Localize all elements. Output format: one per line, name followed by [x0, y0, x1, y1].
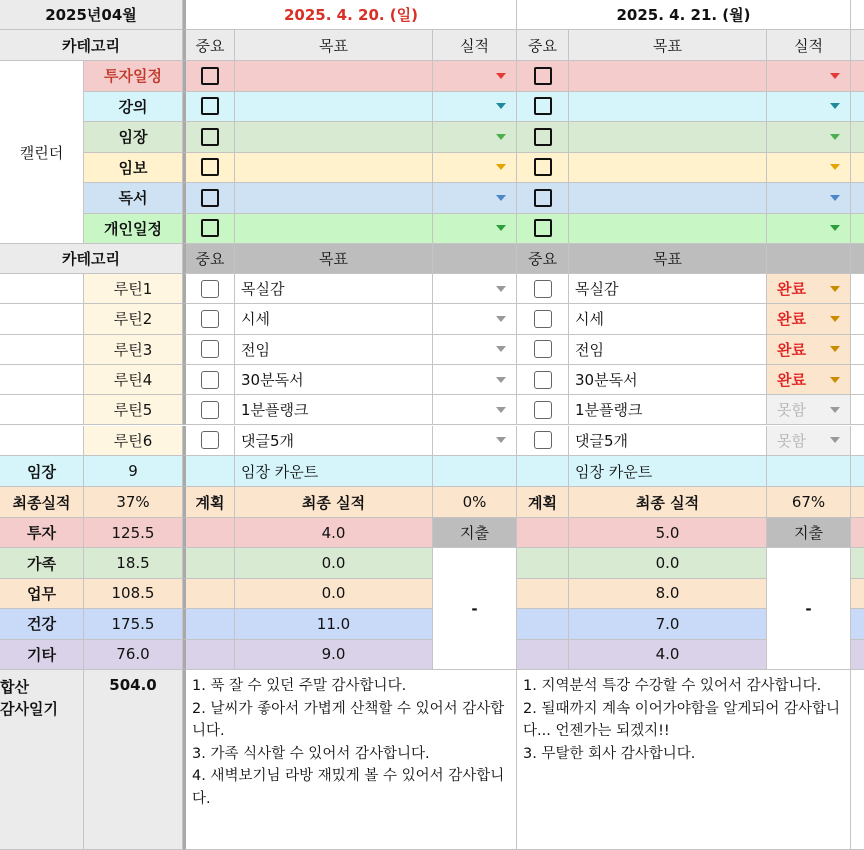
dropdown-arrow-icon[interactable]	[496, 103, 506, 109]
diary-line: 3. 가족 식사할 수 있어서 감사합니다.	[192, 745, 430, 762]
importance-checkbox[interactable]	[201, 128, 219, 146]
routine-header-result	[767, 244, 851, 274]
next-column-cell	[851, 426, 864, 456]
dropdown-arrow-icon[interactable]	[496, 134, 506, 140]
day2-final-percent: 67%	[767, 487, 851, 518]
calendar-goal-cell[interactable]	[569, 92, 767, 123]
imjang-count-label: 임장 카운트	[569, 456, 767, 487]
routine-importance-cell[interactable]	[517, 304, 569, 334]
routine-header-result	[433, 244, 517, 274]
routine-header-importance: 중요	[517, 244, 569, 274]
calendar-result-dropdown[interactable]	[433, 92, 517, 123]
importance-checkbox[interactable]	[201, 97, 219, 115]
finance-day-value[interactable]: 0.0	[235, 548, 433, 578]
routine-importance-cell[interactable]	[517, 335, 569, 365]
finance-total: 108.5	[84, 579, 183, 609]
importance-checkbox[interactable]	[534, 310, 552, 328]
dropdown-arrow-icon[interactable]	[496, 316, 506, 322]
routine-result-dropdown[interactable]	[433, 395, 517, 425]
routine-result-dropdown[interactable]	[433, 304, 517, 334]
dropdown-arrow-icon[interactable]	[496, 377, 506, 383]
routine-header-goal: 목표	[569, 244, 767, 274]
importance-checkbox[interactable]	[534, 371, 552, 389]
finance-plan-cell[interactable]	[183, 640, 235, 670]
calendar-importance-cell[interactable]	[517, 214, 569, 245]
finance-category-label: 건강	[0, 609, 84, 639]
next-column-cell	[851, 214, 864, 245]
finance-total: 76.0	[84, 640, 183, 670]
routine-goal[interactable]: 30분독서	[235, 365, 433, 395]
dropdown-arrow-icon[interactable]	[830, 73, 840, 79]
finance-day-value[interactable]: 11.0	[235, 609, 433, 639]
calendar-result-dropdown[interactable]	[433, 214, 517, 245]
calendar-result-dropdown[interactable]	[433, 61, 517, 92]
next-column-cell	[851, 365, 864, 395]
routine-label: 루틴2	[84, 304, 183, 334]
next-column-cell	[851, 487, 864, 518]
diary-label: 감사일기	[0, 700, 58, 718]
dropdown-arrow-icon[interactable]	[830, 346, 840, 352]
routine-blank-cell	[0, 426, 84, 456]
next-column-cell	[851, 456, 864, 487]
calendar-importance-cell[interactable]	[517, 183, 569, 214]
routine-goal[interactable]: 1분플랭크	[569, 395, 767, 425]
calendar-importance-cell[interactable]	[183, 92, 235, 123]
routine-importance-cell[interactable]	[183, 426, 235, 456]
column-header-col_importance: 중요	[183, 30, 235, 61]
dropdown-arrow-icon[interactable]	[830, 103, 840, 109]
routine-status-dropdown[interactable]: 완료	[767, 274, 851, 304]
finance-category-label: 투자	[0, 518, 84, 548]
routine-goal[interactable]: 댓글5개	[235, 426, 433, 456]
next-column-cell	[851, 609, 864, 639]
calendar-importance-cell[interactable]	[517, 153, 569, 184]
calendar-result-dropdown[interactable]	[767, 183, 851, 214]
next-column-cell	[851, 153, 864, 184]
routine-goal[interactable]: 전임	[569, 335, 767, 365]
routine-goal[interactable]: 전임	[235, 335, 433, 365]
diary-line: 2. 될때까지 계속 이어가야함을 알게되어 감사합니다... 언젠가는 되겠지!!	[523, 700, 841, 739]
importance-checkbox[interactable]	[201, 189, 219, 207]
finance-plan-cell[interactable]	[517, 518, 569, 548]
routine-goal[interactable]: 1분플랭크	[235, 395, 433, 425]
finance-plan-cell[interactable]	[183, 579, 235, 609]
calendar-goal-cell[interactable]	[235, 122, 433, 153]
routine-result-dropdown[interactable]	[433, 426, 517, 456]
routine-blank-cell	[0, 335, 84, 365]
finance-plan-cell[interactable]	[517, 609, 569, 639]
final-header: 최종 실적	[569, 487, 767, 518]
calendar-result-dropdown[interactable]	[433, 122, 517, 153]
routine-result-dropdown[interactable]	[433, 365, 517, 395]
next-column-cell	[851, 304, 864, 334]
routine-importance-cell[interactable]	[183, 395, 235, 425]
routine-goal[interactable]: 댓글5개	[569, 426, 767, 456]
calendar-importance-cell[interactable]	[517, 92, 569, 123]
routine-goal[interactable]: 목실감	[235, 274, 433, 304]
sum-label: 합산	[0, 678, 29, 696]
finance-plan-cell[interactable]	[183, 548, 235, 578]
next-column-cell	[851, 395, 864, 425]
routine-importance-cell[interactable]	[183, 274, 235, 304]
gratitude-diary-day2[interactable]	[517, 670, 851, 850]
imjang-count: 9	[84, 456, 183, 487]
importance-checkbox[interactable]	[534, 280, 552, 298]
dropdown-arrow-icon[interactable]	[830, 316, 840, 322]
finance-plan-cell[interactable]	[183, 609, 235, 639]
dropdown-arrow-icon[interactable]	[496, 195, 506, 201]
routine-importance-cell[interactable]	[517, 274, 569, 304]
finance-day-value[interactable]: 7.0	[569, 609, 767, 639]
routine-importance-cell[interactable]	[183, 335, 235, 365]
column-header-col_goal: 목표	[235, 30, 433, 61]
finance-plan-cell[interactable]	[183, 518, 235, 548]
routine-status-dropdown[interactable]: 못함	[767, 395, 851, 425]
summary-label-cell	[0, 670, 84, 850]
routine-goal[interactable]: 시세	[235, 304, 433, 334]
finance-category-label: 가족	[0, 548, 84, 578]
routine-label: 루틴4	[84, 365, 183, 395]
column-header-col_importance: 중요	[517, 30, 569, 61]
routine-label: 루틴5	[84, 395, 183, 425]
calendar-result-dropdown[interactable]	[433, 153, 517, 184]
imjang-count-label: 임장 카운트	[235, 456, 433, 487]
calendar-result-dropdown[interactable]	[767, 61, 851, 92]
next-column-cell	[851, 335, 864, 365]
routine-blank-cell	[0, 395, 84, 425]
next-column-cell	[851, 274, 864, 304]
importance-checkbox[interactable]	[201, 158, 219, 176]
dropdown-arrow-icon[interactable]	[830, 437, 840, 443]
routine-result-dropdown[interactable]	[433, 335, 517, 365]
dropdown-arrow-icon[interactable]	[496, 73, 506, 79]
next-column-cell	[851, 640, 864, 670]
dropdown-arrow-icon[interactable]	[496, 346, 506, 352]
routine-status-dropdown[interactable]: 못함	[767, 426, 851, 456]
routine-category-header: 카테고리	[0, 244, 183, 274]
diary-line: 1. 푹 잘 수 있던 주말 감사합니다.	[192, 678, 407, 694]
calendar-goal-cell[interactable]	[569, 214, 767, 245]
imjang-blank	[767, 456, 851, 487]
calendar-group-label: 캘린더	[0, 61, 84, 244]
finance-plan-cell[interactable]	[517, 579, 569, 609]
plan-header: 계획	[183, 487, 235, 518]
dropdown-arrow-icon[interactable]	[496, 437, 506, 443]
dropdown-arrow-icon[interactable]	[830, 195, 840, 201]
category-header: 카테고리	[0, 30, 183, 61]
calendar-result-dropdown[interactable]	[433, 183, 517, 214]
importance-checkbox[interactable]	[201, 401, 219, 419]
importance-checkbox[interactable]	[201, 371, 219, 389]
importance-checkbox[interactable]	[534, 340, 552, 358]
importance-checkbox[interactable]	[534, 431, 552, 449]
calendar-goal-cell[interactable]	[235, 183, 433, 214]
finance-day-value[interactable]: 0.0	[569, 548, 767, 578]
next-column-cell	[851, 92, 864, 123]
diary-text	[192, 675, 510, 810]
column-header-col_result: 실적	[433, 30, 517, 61]
sum-value: 504.0	[84, 670, 183, 850]
final-result-value: 37%	[84, 487, 183, 518]
calendar-importance-cell[interactable]	[517, 122, 569, 153]
routine-blank-cell	[0, 304, 84, 334]
importance-checkbox[interactable]	[534, 158, 552, 176]
routine-status-dropdown[interactable]: 완료	[767, 335, 851, 365]
dropdown-arrow-icon[interactable]	[830, 286, 840, 292]
dropdown-arrow-icon[interactable]	[830, 377, 840, 383]
calendar-importance-cell[interactable]	[183, 214, 235, 245]
next-column-cell	[851, 670, 864, 850]
column-header-col_result: 실적	[767, 30, 851, 61]
calendar-result-dropdown[interactable]	[767, 153, 851, 184]
importance-checkbox[interactable]	[534, 189, 552, 207]
imjang-blank	[433, 456, 517, 487]
routine-header-goal: 목표	[235, 244, 433, 274]
importance-checkbox[interactable]	[201, 431, 219, 449]
final-header: 최종 실적	[235, 487, 433, 518]
expense-label: 지출	[767, 518, 851, 548]
routine-blank-cell	[0, 274, 84, 304]
calendar-goal-cell[interactable]	[235, 61, 433, 92]
routine-result-dropdown[interactable]	[433, 274, 517, 304]
calendar-importance-cell[interactable]	[183, 183, 235, 214]
importance-checkbox[interactable]	[534, 97, 552, 115]
importance-checkbox[interactable]	[201, 340, 219, 358]
routine-label: 루틴6	[84, 426, 183, 456]
calendar-goal-cell[interactable]	[235, 214, 433, 245]
routine-status-dropdown[interactable]: 완료	[767, 304, 851, 334]
dropdown-arrow-icon[interactable]	[496, 225, 506, 231]
routine-importance-cell[interactable]	[517, 395, 569, 425]
finance-day-value[interactable]: 5.0	[569, 518, 767, 548]
routine-blank-cell	[0, 365, 84, 395]
diary-line: 3. 무탈한 회사 감사합니다.	[523, 745, 696, 762]
diary-text	[523, 675, 844, 765]
finance-category-label: 기타	[0, 640, 84, 670]
routine-header-importance: 중요	[183, 244, 235, 274]
finance-day-value[interactable]: 8.0	[569, 579, 767, 609]
calendar-goal-cell[interactable]	[235, 153, 433, 184]
next-column-cell	[851, 244, 864, 274]
imjang-label: 임장	[0, 456, 84, 487]
routine-goal[interactable]: 30분독서	[569, 365, 767, 395]
routine-status-dropdown[interactable]: 완료	[767, 365, 851, 395]
calendar-goal-cell[interactable]	[235, 92, 433, 123]
routine-importance-cell[interactable]	[183, 304, 235, 334]
finance-total: 175.5	[84, 609, 183, 639]
importance-checkbox[interactable]	[201, 67, 219, 85]
calendar-result-dropdown[interactable]	[767, 214, 851, 245]
finance-plan-cell[interactable]	[517, 640, 569, 670]
importance-checkbox[interactable]	[201, 310, 219, 328]
calendar-importance-cell[interactable]	[517, 61, 569, 92]
routine-label: 루틴3	[84, 335, 183, 365]
routine-importance-cell[interactable]	[517, 365, 569, 395]
finance-category-label: 업무	[0, 579, 84, 609]
next-column-cell	[851, 122, 864, 153]
finance-day-value[interactable]: 0.0	[235, 579, 433, 609]
finance-total: 18.5	[84, 548, 183, 578]
dropdown-arrow-icon[interactable]	[830, 407, 840, 413]
importance-checkbox[interactable]	[534, 401, 552, 419]
diary-line: 4. 새벽보기님 라방 재밌게 볼 수 있어서 감사합니다.	[192, 768, 505, 807]
plan-header: 계획	[517, 487, 569, 518]
next-column-cell	[851, 548, 864, 578]
calendar-goal-cell[interactable]	[569, 153, 767, 184]
dropdown-arrow-icon[interactable]	[830, 225, 840, 231]
calendar-importance-cell[interactable]	[183, 122, 235, 153]
day1-final-percent: 0%	[433, 487, 517, 518]
calendar-result-dropdown[interactable]	[767, 92, 851, 123]
calendar-category-label: 투자일정	[84, 61, 183, 92]
calendar-category-label: 개인일정	[84, 214, 183, 245]
next-column-cell	[851, 518, 864, 548]
importance-checkbox[interactable]	[201, 219, 219, 237]
routine-goal[interactable]: 시세	[569, 304, 767, 334]
calendar-category-label: 강의	[84, 92, 183, 123]
routine-importance-cell[interactable]	[183, 365, 235, 395]
finance-day-value[interactable]: 9.0	[235, 640, 433, 670]
expense-value: -	[433, 548, 517, 670]
expense-label: 지출	[433, 518, 517, 548]
finance-plan-cell[interactable]	[517, 548, 569, 578]
finance-total: 125.5	[84, 518, 183, 548]
day2-date-header: 2025. 4. 21. (월)	[517, 0, 851, 30]
dropdown-arrow-icon[interactable]	[496, 164, 506, 170]
dropdown-arrow-icon[interactable]	[830, 134, 840, 140]
next-column-header	[851, 0, 864, 30]
importance-checkbox[interactable]	[201, 280, 219, 298]
expense-value: -	[767, 548, 851, 670]
imjang-blank	[517, 456, 569, 487]
column-header-col_goal: 목표	[569, 30, 767, 61]
calendar-category-label: 임보	[84, 153, 183, 184]
next-column-cell	[851, 183, 864, 214]
calendar-goal-cell[interactable]	[569, 183, 767, 214]
importance-checkbox[interactable]	[534, 128, 552, 146]
diary-line: 2. 날씨가 좋아서 가볍게 산책할 수 있어서 감사합니다.	[192, 700, 505, 739]
finance-day-value[interactable]: 4.0	[235, 518, 433, 548]
diary-line: 1. 지역분석 특강 수강할 수 있어서 감사합니다.	[523, 678, 822, 694]
imjang-blank	[183, 456, 235, 487]
routine-importance-cell[interactable]	[517, 426, 569, 456]
dropdown-arrow-icon[interactable]	[830, 164, 840, 170]
calendar-category-label: 독서	[84, 183, 183, 214]
routine-label: 루틴1	[84, 274, 183, 304]
calendar-category-label: 임장	[84, 122, 183, 153]
routine-goal[interactable]: 목실감	[569, 274, 767, 304]
importance-checkbox[interactable]	[534, 219, 552, 237]
column-header-next	[851, 30, 864, 61]
importance-checkbox[interactable]	[534, 67, 552, 85]
day1-date-header: 2025. 4. 20. (일)	[183, 0, 517, 30]
calendar-importance-cell[interactable]	[183, 61, 235, 92]
finance-day-value[interactable]: 4.0	[569, 640, 767, 670]
gratitude-diary-day1[interactable]	[183, 670, 517, 850]
calendar-goal-cell[interactable]	[569, 61, 767, 92]
calendar-result-dropdown[interactable]	[767, 122, 851, 153]
month-header: 2025년04월	[0, 0, 183, 30]
next-column-cell	[851, 61, 864, 92]
dropdown-arrow-icon[interactable]	[496, 286, 506, 292]
next-column-cell	[851, 579, 864, 609]
calendar-goal-cell[interactable]	[569, 122, 767, 153]
final-result-label: 최종실적	[0, 487, 84, 518]
calendar-importance-cell[interactable]	[183, 153, 235, 184]
dropdown-arrow-icon[interactable]	[496, 407, 506, 413]
